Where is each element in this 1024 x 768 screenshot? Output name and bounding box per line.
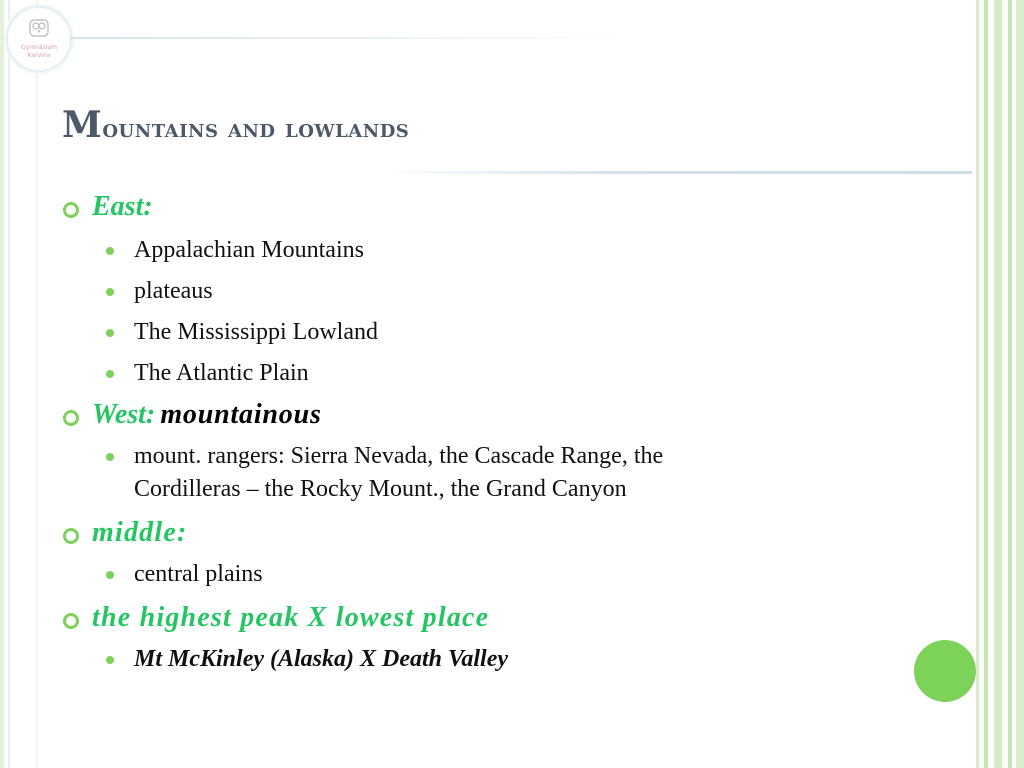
list-item — [62, 316, 922, 349]
section-heading-suffix: mountainous — [160, 399, 322, 430]
list-item-text-continued: Cordilleras – the Rocky Mount., the Grand Canyon — [134, 476, 627, 502]
section-extremes — [62, 599, 922, 637]
list-item-text: plateaus — [134, 278, 213, 304]
list-item — [62, 558, 922, 591]
owl-icon — [27, 16, 51, 40]
title-rest: ountains and lowlands — [102, 114, 410, 144]
slide-title — [62, 104, 409, 146]
title-underline — [380, 171, 972, 174]
list-item-text: The Atlantic Plain — [134, 360, 309, 386]
decorative-green-circle — [914, 640, 976, 702]
list-item-text: central plains — [134, 561, 263, 587]
left-stripe-decoration — [0, 0, 40, 768]
list-item — [62, 275, 922, 308]
right-stripe-decoration — [974, 0, 1024, 768]
list-item-text: mount. rangers: Sierra Nevada, the Cascade Range, the — [134, 443, 664, 469]
section-heading: the highest peak X lowest place — [92, 602, 490, 633]
section-heading: East: — [92, 191, 153, 222]
list-item — [62, 357, 922, 390]
section-east — [62, 188, 922, 226]
dot-bullet-icon — [106, 329, 114, 337]
slide-content — [62, 188, 922, 676]
title-capital: M — [62, 104, 103, 146]
dot-bullet-icon — [106, 571, 114, 579]
dot-bullet-icon — [106, 656, 114, 664]
section-west — [62, 396, 922, 434]
logo-text-line-1: Gymnázium — [21, 44, 57, 51]
dot-bullet-icon — [106, 288, 114, 296]
section-middle — [62, 514, 922, 552]
dot-bullet-icon — [106, 247, 114, 255]
list-item — [62, 440, 922, 506]
list-item — [62, 643, 922, 676]
list-item-text: The Mississippi Lowland — [134, 319, 378, 345]
list-item-text: Appalachian Mountains — [134, 237, 364, 263]
ring-bullet-icon — [63, 528, 79, 544]
section-heading: middle: — [92, 517, 188, 548]
logo-text-line-2: Karvina — [27, 52, 51, 59]
ring-bullet-icon — [63, 613, 79, 629]
ring-bullet-icon — [63, 410, 79, 426]
list-item — [62, 234, 922, 267]
school-logo — [6, 6, 72, 72]
section-heading: West: — [92, 399, 156, 430]
top-divider — [70, 37, 650, 39]
list-item-text: Mt McKinley (Alaska) X Death Valley — [134, 646, 508, 672]
ring-bullet-icon — [63, 202, 79, 218]
dot-bullet-icon — [106, 370, 114, 378]
dot-bullet-icon — [106, 453, 114, 461]
